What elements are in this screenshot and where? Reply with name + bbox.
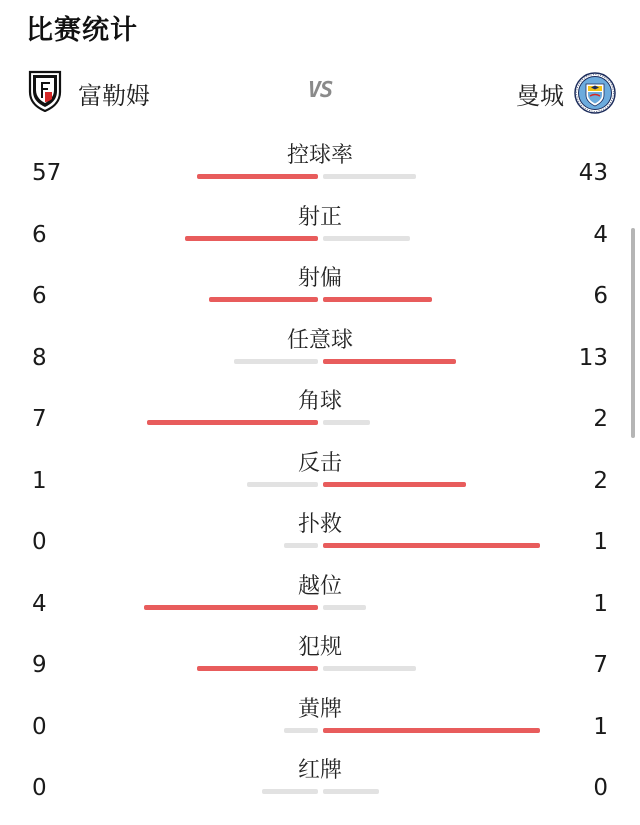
away-stat-value: 1 [593,529,608,555]
away-stat-value: 2 [593,406,608,432]
fulham-crest-icon [28,70,62,112]
stat-row [0,382,640,444]
stat-label: 任意球 [286,327,353,353]
home-stat-value: 6 [32,221,47,248]
stat-row [0,198,640,260]
stat-label: 射正 [297,204,342,230]
away-stat-bar [323,359,456,364]
stat-row [0,259,640,321]
home-stat-value: 6 [32,283,47,309]
home-stat-value: 9 [32,652,47,678]
stats-list [0,136,640,813]
away-stat-bar [323,174,416,179]
stat-row [0,444,640,506]
teams-header [0,68,640,116]
stat-label: 射偏 [297,266,342,291]
stat-label: 越位 [297,573,342,599]
page-title: 比赛统计 [26,15,138,46]
stat-label: 红牌 [297,758,342,783]
away-stat-bar [323,482,466,487]
home-stat-value: 57 [32,160,62,186]
home-stat-value: 0 [32,529,47,555]
away-team-name: 曼城 [516,82,564,110]
away-stat-value: 4 [593,221,608,248]
home-stat-value: 7 [32,406,47,432]
home-stat-bar [197,666,318,671]
home-stat-bar [197,174,318,179]
home-stat-value: 1 [32,467,47,494]
away-stat-bar [323,420,370,425]
home-stat-bar [185,236,318,241]
away-stat-value: 1 [593,713,608,740]
home-stat-bar [144,605,318,610]
home-stat-bar [209,297,318,302]
away-stat-bar [323,236,410,241]
stat-label: 扑救 [297,512,342,537]
vs-label: VS [307,78,333,103]
home-stat-bar [247,482,318,487]
stat-row [0,505,640,567]
home-stat-bar [262,789,318,794]
away-stat-value: 6 [593,283,608,309]
away-stat-value: 43 [578,160,608,186]
away-stat-bar [323,789,379,794]
scrollbar[interactable] [631,228,635,438]
home-stat-bar [234,359,318,364]
home-team-name: 富勒姆 [78,82,150,110]
stat-label: 黄牌 [297,696,342,722]
manchester-city-crest-icon [574,72,616,114]
away-stat-bar [323,297,432,302]
home-stat-value: 8 [32,344,47,371]
home-stat-value: 4 [32,590,47,617]
away-stat-value: 2 [593,467,608,494]
home-stat-bar [284,728,318,733]
home-stat-bar [284,543,318,548]
away-stat-bar [323,728,540,733]
away-stat-bar [323,605,366,610]
away-stat-bar [323,543,540,548]
home-stat-bar [147,420,318,425]
stat-row [0,136,640,198]
stat-label: 控球率 [286,143,353,168]
stat-row [0,321,640,383]
home-stat-value: 0 [32,713,47,740]
home-stat-value: 0 [32,775,47,801]
stat-row [0,751,640,813]
stat-label: 角球 [297,389,342,414]
stat-row [0,628,640,690]
away-stat-value: 0 [593,775,608,801]
stat-row [0,690,640,752]
stat-label: 反击 [297,450,342,476]
away-stat-value: 13 [578,344,608,371]
stat-row [0,567,640,629]
away-stat-value: 1 [593,590,608,617]
away-stat-value: 7 [593,652,608,678]
away-stat-bar [323,666,416,671]
stat-label: 犯规 [297,635,342,660]
